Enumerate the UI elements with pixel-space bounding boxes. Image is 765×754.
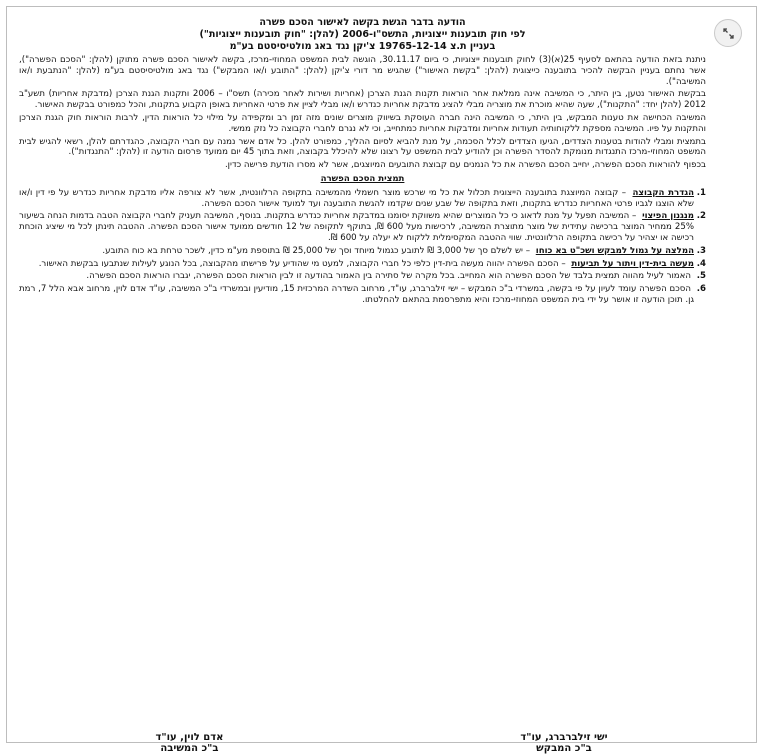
signature-role: ב"כ המבקש: [536, 743, 592, 754]
item-text: – יש לשלם סך של 3,000 ₪ לתובע כגמול מיוחד וסך של 25,000 ₪ בתוספת מע"מ כדין, לשכר טרחת בא כוח התובע.: [102, 245, 533, 256]
settlement-item: [19, 246, 706, 257]
item-text: הסכם הפשרה עומד לעיון על פי בקשה, במשרדי ב"כ המבקש – ישי זילברברג, עו"ד, מרחוב השדרה המרכזית 15, מודיעין ובמשרדי ב"כ המשיבה, עו"ד אדם לוין, מרחוב אבא הלל 7, רמת גן. תוכן הודעה זו אושר על ידי בית המשפט המחוזי-מרכז והיא מתפרסמת בהתאם להחלטתו.: [19, 284, 694, 305]
item-number: 3.: [696, 245, 706, 256]
item-title: מנגנון הפיצוי: [642, 211, 694, 222]
legal-notice: [19, 17, 706, 308]
signature-name: אדם לוין, עו"ד: [155, 732, 224, 743]
close-icon: [723, 28, 734, 39]
heading-line-3: בעניין ת.צ 19765-12-14 צ'יקן נגד באג מולטיסיסטם בע"מ: [229, 41, 496, 52]
close-button[interactable]: [714, 19, 742, 47]
heading-line-1: הודעה בדבר הגשת בקשה לאישור הסכם פשרה: [259, 17, 466, 28]
item-number: 1.: [696, 187, 706, 198]
section-title: תמצית הסכם הפשרה: [320, 173, 405, 184]
settlement-item: [19, 271, 706, 282]
summary-intro: בכפוף להוראות הסכם הפשרה, יחייב הסכם הפשרה את כל הנמנים עם קבוצת התובעים המיוצגים, אשר לא מסרו הודעת פרישה כדין.: [224, 160, 706, 171]
signature-defendant-counsel: [155, 732, 223, 754]
heading-line-2: לפי חוק תובענות ייצוגיות, התשס"ו-2006 (להלן: "חוק תובענות ייצוגיות"): [199, 29, 526, 40]
intro-paragraph: ניתנת בזאת הודעה בהתאם לסעיף 25(א)(3) לחוק תובענות ייצוגיות, כי ביום 30.11.17, הוגשה לבית המשפט המחוזי-מרכז, בקשה לאישור הסכם פשרה מתוקן (להלן: "הסכם הפשרה"), אשר נחתם בעניין הבקשה להכיר בתובענה כייצוגית (להלן: "בקשת האישור") שהגיש מר דורי צ'יקן (להלן: "התובע ו/או המבקש") נגד באג מולטיסיסטם בע"מ (להלן: "הנתבעת ו/או המשיבה").: [19, 55, 706, 87]
item-number: 6.: [696, 284, 706, 295]
settlement-item: [19, 188, 706, 210]
item-text: האמור לעיל מהווה תמצית בלבד של הסכם הפשרה הוא המחייב. בכל מקרה של סתירה בין האמור בהודעה זו לבין הוראות הסכם הפשרה, יגברו הוראות הסכם הפשרה.: [86, 271, 691, 282]
settlement-item: [19, 211, 706, 243]
item-number: 2.: [696, 211, 706, 222]
signature-name: ישי זילברברג, עו"ד: [520, 732, 608, 743]
item-title: המלצה על גמול למבקש ושכ"ט בא כוחו: [535, 245, 694, 256]
notice-viewer: [6, 6, 757, 754]
settlement-item: [19, 284, 706, 306]
settlement-item: [19, 259, 706, 270]
claim-paragraph: בבקשת האישור נטען, בין היתר, כי המשיבה אינה ממלאת אחר הוראות תקנות הגנת הצרכן (אחריות ושירות לאחר מכירה) תשס"ו – 2006 ותקנות הגנת הצרכן (מדבקת אחריות) תשע"ב 2012 (להלן יחד: "התקנות"), שעה שהיא מוכרת את מוצריה מבלי להציג מדבקת אחריות כנדרש ו/או מבלי לציין את פרטי האחריות באופן הקבוע בתקנות, והכל כמפורט בבקשת האישור.: [19, 89, 706, 111]
signature-block: [7, 732, 756, 754]
defense-paragraph: המשיבה הכחישה את טענות המבקש, בין היתר, כי המשיבה הינה חברה העוסקת בשיווק מוצרים שונים מזה זמן רב ומקפידה על מילוי כל הוראות הדין, לרבות הוראות חוק הגנת הצרכן והתקנות על פיו. המשיבה מספקת ללקוחותיה תעודות אחריות ומדבקות אחריות כמתחייב, וכי לא נגרם לחברי הקבוצה כל נזק ממשי.: [19, 112, 706, 134]
objection-paragraph: בתמצית ומבלי להודות בטענות הצדדים, הגיעו הצדדים לכלל הסכמה, על מנת להביא לסיום ההליך, כמפורט להלן. כל אדם אשר נמנה עם חברי הקבוצה, כהגדרתם להלן, רשאי להגיש לבית המשפט המחוזי-מרכז התנגדות מנומקת להסדר הפשרה וכן להודיע לבית המשפט על רצונו שלא להיכלל בקבוצה, וזאת בתוך 45 יום ממועד פרסום הודעה זו (להלן: "התנגדות").: [19, 136, 706, 158]
item-text: – קבוצה המיוצגת בתובענה הייצוגית תכלול את כל מי שרכש מוצר חשמלי מהמשיבה בתקופה הרלוונטית, אשר לא צורפה אליו מדבקת אחריות כנדרש על פי דין ו/או שלא הוצגו לגביו פרטי האחריות כנדרש בתקנות, וזאת בתקופה של שבע שנים שקדמו להגשת התובענה ועד למועד אישור הסכם הפשרה.: [19, 187, 694, 209]
item-number: 4.: [696, 258, 706, 269]
item-title: הגדרת הקבוצה: [632, 187, 694, 198]
item-title: מעשה בית-דין ויתור על תביעות: [571, 258, 694, 269]
notice-heading: [19, 17, 706, 53]
signature-role: ב"כ המשיבה: [160, 743, 219, 754]
item-text: – הסכם הפשרה יהווה מעשה בית-דין כלפי כל חברי הקבוצה, למעט מי שהודיע על פרישתו מהקבוצה, בכל הנוגע לעילות שנתבעו בבקשת האישור.: [38, 258, 569, 269]
signature-plaintiff-counsel: [520, 732, 607, 754]
item-text: – המשיבה תפעל על מנת לדאוג כי כל המוצרים שהיא משווקת יסומנו במדבקת אחריות כנדרש בתקנות. בנוסף, המשיבה תעניק לחברי הקבוצה הטבה בדמות הנחה בשיעור 25% ממחיר המוצר ברכישה עתידית של מוצר מתוצרת המשיבה, לרכישות מעל 600 ₪, בתוקף לתקופה של 12 חודשים ממועד אישור הסכם הפשרה. ההטבה תינתן לכל מי שיציג הוכחת רכישה או יצהיר על רכישה בתקופה הרלוונטית. שווי ההטבה המקסימלית ללקוח לא יעלה על 600 ₪.: [19, 211, 694, 243]
item-number: 5.: [696, 271, 706, 282]
